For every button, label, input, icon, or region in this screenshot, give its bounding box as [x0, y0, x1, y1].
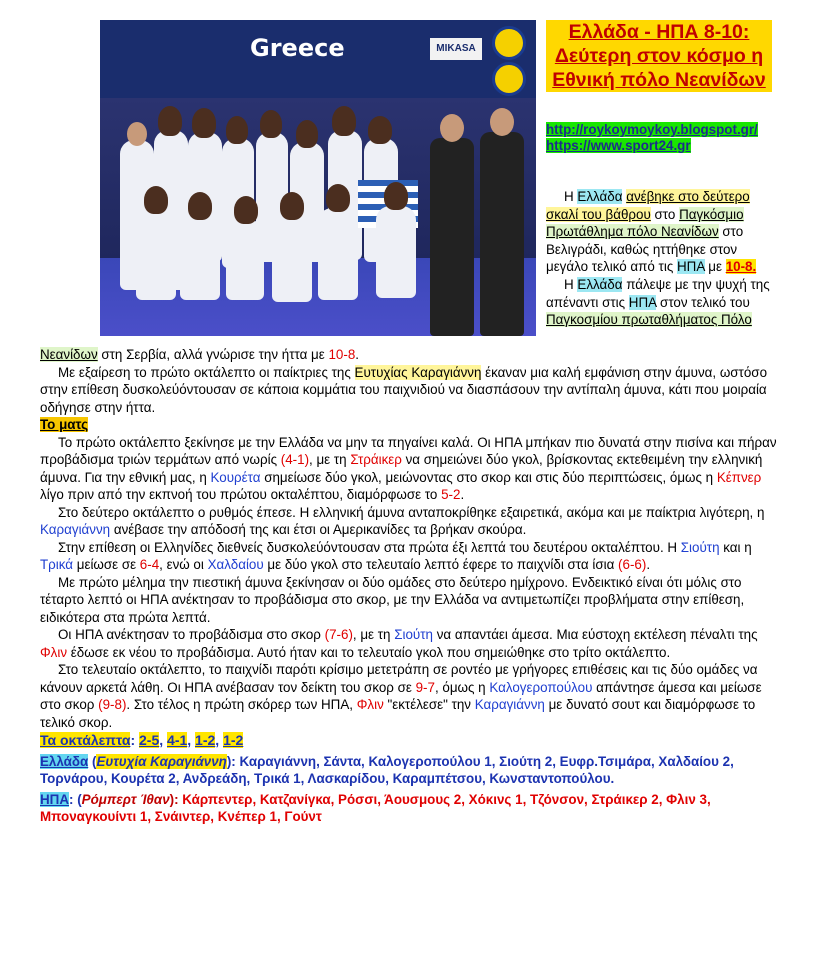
team-greece: Ελλάδα [577, 189, 623, 204]
intro-paragraph: Η Ελλάδα πάλεψε με την ψυχή της απέναντι στις ΗΠΑ στον τελικό του Παγκοσμίου πρωταθλήματος Πόλο [546, 276, 770, 328]
body-paragraph: Νεανίδων στη Σερβία, αλλά γνώρισε την ήττα με 10-8. [40, 347, 360, 362]
body-paragraph: Στο δεύτερο οκτάλεπτο ο ρυθμός έπεσε. Η ελληνική άμυνα ανταποκρίθηκε εξαιρετικά, ακόμα και με παίκτρια λιγότερη, η Καραγιάννη ανέβασε την απόδοσή της και έτσι οι Αμερικανίδες τα βρήκαν σκούρα. [40, 504, 765, 537]
intro-paragraph: Η Ελλάδα ανέβηκε στο δεύτερο σκαλί του βάθρου στο Παγκόσμιο Πρωτάθλημα πόλο Νεανίδων στο Βελιγράδι, καθώς ηττήθηκε στον μεγάλο τελικό από τις ΗΠΑ με 10-8. [546, 189, 757, 275]
article-title-text: Ελλάδα - ΗΠΑ 8-10: Δεύτερη στον κόσμο η Εθνική πόλο Νεανίδων [552, 21, 766, 91]
lidl-logo [492, 62, 526, 96]
photo-banner [100, 20, 536, 98]
quarter-scores: Τα οκτάλεπτα: 2-5, 4-1, 1-2, 1-2 [40, 732, 244, 748]
body-paragraph: Με εξαίρεση το πρώτο οκτάλεπτο οι παίκτριες της Ευτυχίας Καραγιάννη έκαναν μια καλή εμφάνιση στην άμυνα, ωστόσο στην επίθεση δυσκολεύόντουσαν σε κάποια κομμάτια του παιχνιδιού να διασπάσουν την αντίπαλη άμυνα, κάτι που μοιραία οδήγησε στην ήττα. [40, 364, 768, 415]
usa-roster: ΗΠΑ: (Ρόμπερτ Ίθαν): Κάρπεντερ, Κατζανίγκα, Ρόσσι, Άουσμους 2, Χόκινς 1, Τζόνσον, Στράικερ 2, Φλιν 3, Μποναγκουίντι 1, Σνάιντερ, Κνέπερ 1, Γούντ [40, 791, 711, 824]
photo-banner-text: Greece [250, 34, 345, 62]
article-body [40, 346, 780, 826]
body-paragraph: Με πρώτο μέλημα την πιεστική άμυνα ξεκίνησαν οι δύο ομάδες στο δεύτερο ημίχρονο. Ενδεικτικό είναι ότι μόλις στο τέταρτο λεπτό οι ΗΠΑ ανέκτησαν το προβάδισμα στο σκορ, με την Ελλάδα να αντιμετωπίζει προβλήματα στην επίθεση, ειδικότερα στα πρώτα λεπτά. [40, 574, 745, 625]
body-paragraph: Το πρώτο οκτάλεπτο ξεκίνησε με την Ελλάδα να μην τα πηγαίνει καλά. Οι ΗΠΑ μπήκαν πιο δυνατά στην πισίνα και πήραν προβάδισμα τριών τερμάτων από νωρίς (4-1), με τη Στράικερ να σημειώνει δύο γκολ, βρίσκοντας εκτεθειμένη την ελληνική άμυνα. Για την εθνική μας, η Κουρέτα σημείωσε δύο γκολ, μειώνοντας στο σκορ και στις δύο περιπτώσεις, όμως η Κέπνερ λίγο πριν από την εκπνοή του πρώτου οκταλέπτου, διαμόρφωσε το 5-2. [40, 434, 777, 502]
final-score: 10-8. [725, 259, 757, 275]
lidl-logo [492, 26, 526, 60]
sport24-link[interactable]: https://www.sport24.gr [546, 138, 691, 153]
intro-column [546, 188, 778, 329]
body-paragraph: Στο τελευταίο οκτάλεπτο, το παιχνίδι παρότι κρίσιμο μετετράπη σε ροντέο με γρήγορες επιθέσεις και τις δύο ομάδες να κάνουν αρκετά λάθη. Οι ΗΠΑ ανέβασαν τον δείκτη του σκορ σε 9-7, όμως η Καλογεροπούλου απάντησε άμεσα και μείωσε στο σκορ (9-8). Στο τέλος η πρώτη σκόρερ των ΗΠΑ, Φλιν "εκτέλεσε" την Καραγιάννη με δυνατό σουτ και διαμόρφωσε το τελικό σκορ. [40, 662, 762, 730]
blog-link[interactable]: http://roykoymoykoy.blogspot.gr/ [546, 122, 758, 137]
body-paragraph: Οι ΗΠΑ ανέκτησαν το προβάδισμα στο σκορ (7-6), με τη Σιούτη να απαντάει άμεσα. Μια εύστοχη εκτέλεση πέναλτι της Φλιν έδωσε εκ νέου το προβάδισμα. Αυτό ήταν και το τελευταίο γκολ που σημειώθηκε στο τρίτο οκτάλεπτο. [40, 627, 758, 660]
greece-roster: Ελλάδα (Ευτυχία Καραγιάννη): Καραγιάννη, Σάντα, Καλογεροπούλου 1, Σιούτη 2, Ευφρ.Τσιμάρα, Χαλδαίου 2, Τορνάρου, Κουρέτα 2, Ανδρεάδη, Τρικά 1, Λασκαρίδου, Καραμπέτσου, Κωνσταντοπούλου. [40, 753, 734, 786]
section-heading: Το ματς [40, 417, 89, 432]
team-photo [100, 20, 536, 336]
body-paragraph: Στην επίθεση οι Ελληνίδες διεθνείς δυσκολεύόντουσαν στα πρώτα έξι λεπτά του δευτέρου οκταλέπτου. Η Σιούτη και η Τρικά μείωσε σε 6-4, ενώ οι Χαλδαίου με δύο γκολ στο τελευταίο λεπτό έφερε το παιχνίδι στα ίσια (6-6). [40, 539, 752, 572]
source-links [546, 122, 772, 154]
photo-sponsor-logo: MIKASA [430, 38, 482, 60]
article-title [546, 20, 772, 92]
